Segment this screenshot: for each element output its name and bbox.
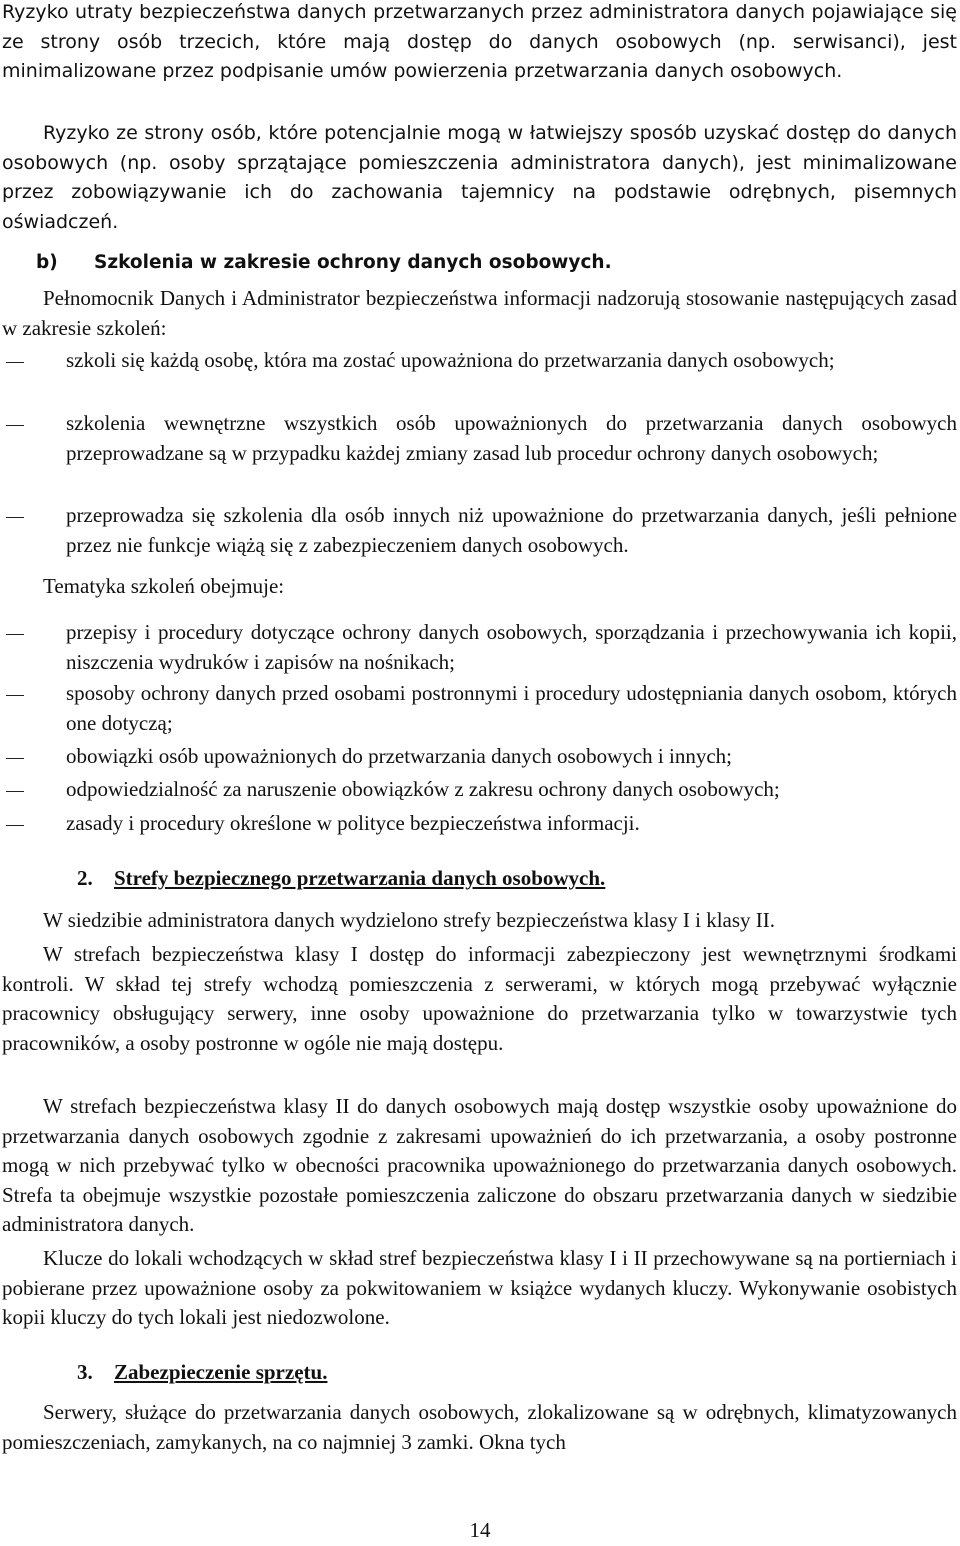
topics-intro: Tematyka szkoleń obejmuje:	[43, 574, 285, 598]
section-3-title: Zabezpieczenie sprzętu.	[114, 1360, 328, 1384]
paragraph-zone-class-1: W strefach bezpieczeństwa klasy I dostęp do informacji zabezpieczony jest wewnętrznymi środkami kontroli. W skład tej strefy wchodzą pomieszczenia z serwerami, w których mogą przebywać wyłącznie pracownicy obsługujący serwery, inne osoby upoważnione do przetwarzania tylko w towarzystwie tych pracowników, a osoby postronne w ogóle nie mają dostępu.	[2, 942, 957, 1055]
paragraph-zone-class-2: W strefach bezpieczeństwa klasy II do danych osobowych mają dostęp wszystkie osoby upoważnione do przetwarzania danych osobowych zgodnie z zakresami upoważnień do ich przetwarzania, a osoby postronne mogą w nich przebywać tylko w obecności pracownika upoważnionego do przetwarzania danych osobowych. Strefa ta obejmuje wszystkie pozostałe pomieszczenia zaliczone do obszaru przetwarzania danych w siedzibie administratora danych.	[2, 1094, 957, 1236]
section-2-heading	[77, 864, 605, 894]
paragraph-third-party-risk: Ryzyko utraty bezpieczeństwa danych przetwarzanych przez administratora danych pojawiające się ze strony osób trzecich, które mają dostęp do danych osobowych (np. serwisanci), jest minimalizowane przez podpisanie umów powierzenia przetwarzania danych osobowych.	[2, 1, 957, 82]
section-3-heading	[77, 1358, 327, 1388]
list-item-text: zasady i procedury określone w polityce bezpieczeństwa informacji.	[66, 811, 640, 835]
list-item-text: szkolenia wewnętrzne wszystkich osób upoważnionych do przetwarzania danych osobowych przeprowadzane są w przypadku każdej zmiany zasad lub procedur ochrony danych osobowych;	[66, 411, 957, 465]
section-2-title: Strefy bezpiecznego przetwarzania danych osobowych.	[114, 866, 606, 890]
list-item-text: odpowiedzialność za naruszenie obowiązków z zakresu ochrony danych osobowych;	[66, 777, 780, 801]
paragraph-servers: Serwery, służące do przetwarzania danych osobowych, zlokalizowane są w odrębnych, klimatyzowanych pomieszczeniach, zamykanych, na co najmniej 3 zamki. Okna tych	[2, 1400, 957, 1454]
list-item-text: przepisy i procedury dotyczące ochrony danych osobowych, sporządzania i przechowywania ich kopii, niszczenia wydruków i zapisów na nośnikach;	[66, 620, 957, 674]
section-2-number: 2.	[77, 866, 93, 890]
training-intro: Pełnomocnik Danych i Administrator bezpieczeństwa informacji nadzorują stosowanie następujących zasad w zakresie szkoleń:	[2, 286, 957, 340]
list-item-text: szkoli się każdą osobę, która ma zostać upoważniona do przetwarzania danych osobowych;	[66, 348, 835, 372]
section-b-heading	[36, 248, 612, 278]
paragraph-cleaning-staff-risk: Ryzyko ze strony osób, które potencjalnie mogą w łatwiejszy sposób uzyskać dostęp do danych osobowych (np. osoby sprzątające pomieszczenia administratora danych), jest minimalizowane przez zobowiązywanie ich do zachowania tajemnicy na podstawie odrębnych, pisemnych oświadczeń.	[2, 122, 957, 233]
paragraph-zones-intro: W siedzibie administratora danych wydzielono strefy bezpieczeństwa klasy I i klasy II.	[43, 908, 776, 932]
list-item-text: przeprowadza się szkolenia dla osób innych niż upoważnione do przetwarzania danych, jeśli pełnione przez nie funkcje wiążą się z zabezpieczeniem danych osobowych.	[66, 503, 957, 557]
list-item-text: obowiązki osób upoważnionych do przetwarzania danych osobowych i innych;	[66, 744, 732, 768]
section-b-label: b)	[36, 252, 58, 273]
paragraph-keys: Klucze do lokali wchodzących w skład stref bezpieczeństwa klasy I i II przechowywane są na portierniach i pobierane przez upoważnione osoby za pokwitowaniem w książce wydanych kluczy. Wykonywanie osobistych kopii kluczy do tych lokali jest niedozwolone.	[2, 1246, 957, 1329]
section-3-number: 3.	[77, 1360, 93, 1384]
page-number: 14	[469, 1518, 491, 1542]
list-item-text: sposoby ochrony danych przed osobami postronnymi i procedury udostępniania danych osobom, których one dotyczą;	[66, 681, 957, 735]
section-b-title: Szkolenia w zakresie ochrony danych osobowych.	[94, 252, 612, 273]
